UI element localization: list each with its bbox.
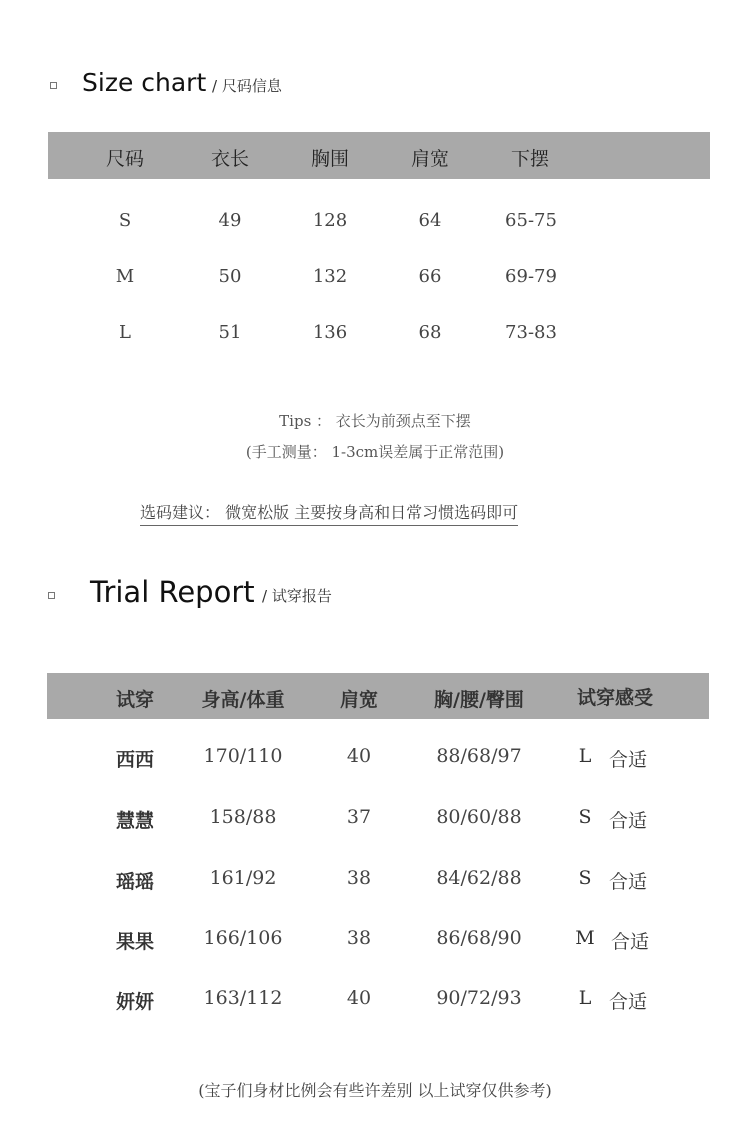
header-length: 衣长 — [210, 148, 250, 170]
table-row — [47, 867, 709, 897]
cell-tester-name: 妍妍 — [115, 991, 155, 1013]
table-row — [47, 745, 709, 775]
cell-size: L — [578, 987, 592, 1009]
cell-size: L — [119, 322, 131, 343]
trial-report-title: Trial Report — [90, 575, 255, 609]
cell-height-weight: 158/88 — [209, 806, 277, 828]
header-measurements: 胸/腰/臀围 — [434, 689, 524, 711]
cell-fit: 合适 — [608, 749, 648, 771]
size-chart-subtitle: / 尺码信息 — [212, 77, 282, 95]
table-row — [47, 927, 709, 957]
cell-measurements: 80/60/88 — [436, 806, 522, 828]
cell-shoulder: 64 — [418, 210, 442, 231]
size-chart-title: Size chart — [82, 68, 207, 97]
cell-bust: 136 — [312, 322, 348, 343]
cell-fit: 合适 — [608, 810, 648, 832]
cell-shoulder: 68 — [418, 322, 442, 343]
tips-line: Tips ： 衣长为前颈点至下摆 — [279, 412, 471, 430]
square-bullet-icon — [50, 82, 57, 89]
cell-fit: 合适 — [610, 931, 650, 953]
cell-shoulder: 40 — [346, 987, 372, 1009]
trial-report-body — [47, 745, 709, 1015]
header-shoulder: 肩宽 — [410, 148, 450, 170]
size-advice: 选码建议： 微宽松版 主要按身高和日常习惯选码即可 — [140, 500, 518, 526]
cell-length: 49 — [218, 210, 242, 231]
size-chart-header-bar — [48, 132, 710, 179]
trial-report-subtitle: / 试穿报告 — [262, 587, 332, 605]
header-bust: 胸围 — [310, 148, 350, 170]
header-hem: 下摆 — [510, 148, 550, 170]
cell-measurements: 84/62/88 — [436, 867, 522, 889]
trial-report-heading — [0, 575, 750, 615]
header-size: 尺码 — [105, 148, 145, 170]
table-row — [48, 266, 710, 296]
cell-shoulder: 37 — [346, 806, 372, 828]
tips-measure-note: (手工测量： 1-3cm误差属于正常范围) — [245, 443, 505, 461]
cell-measurements: 86/68/90 — [436, 927, 522, 949]
cell-height-weight: 166/106 — [203, 927, 283, 949]
cell-size: S — [118, 210, 132, 231]
cell-hem: 73-83 — [505, 322, 557, 343]
footer-disclaimer: (宝子们身材比例会有些许差别 以上试穿仅供参考) — [198, 1081, 552, 1100]
cell-fit: 合适 — [608, 991, 648, 1013]
cell-size: L — [578, 745, 592, 767]
table-row — [47, 987, 709, 1017]
cell-hem: 65-75 — [505, 210, 557, 231]
cell-shoulder: 38 — [346, 927, 372, 949]
header-tester: 试穿 — [115, 689, 155, 711]
header-height-weight: 身高/体重 — [201, 689, 285, 711]
header-fit-feedback: 试穿感受 — [576, 687, 654, 709]
square-bullet-icon — [48, 592, 55, 599]
size-chart-heading — [0, 66, 750, 106]
table-row — [47, 806, 709, 836]
cell-height-weight: 170/110 — [203, 745, 283, 767]
cell-tester-name: 西西 — [115, 749, 155, 771]
trial-report-header-bar — [47, 673, 709, 719]
table-row — [48, 322, 710, 352]
cell-measurements: 90/72/93 — [436, 987, 522, 1009]
cell-length: 50 — [218, 266, 242, 287]
size-chart-body — [48, 210, 710, 350]
cell-size: S — [578, 806, 592, 828]
cell-fit: 合适 — [608, 871, 648, 893]
cell-height-weight: 161/92 — [209, 867, 277, 889]
cell-tester-name: 慧慧 — [115, 810, 155, 832]
cell-size: M — [115, 266, 135, 287]
cell-size: S — [578, 867, 592, 889]
cell-shoulder: 38 — [346, 867, 372, 889]
cell-shoulder: 66 — [418, 266, 442, 287]
cell-measurements: 88/68/97 — [436, 745, 522, 767]
cell-size: M — [575, 927, 595, 949]
table-row — [48, 210, 710, 240]
cell-length: 51 — [218, 322, 242, 343]
cell-bust: 132 — [312, 266, 348, 287]
cell-bust: 128 — [312, 210, 348, 231]
header-shoulder: 肩宽 — [339, 689, 379, 711]
cell-tester-name: 瑶瑶 — [115, 871, 155, 893]
cell-shoulder: 40 — [346, 745, 372, 767]
cell-tester-name: 果果 — [115, 931, 155, 953]
cell-hem: 69-79 — [505, 266, 557, 287]
cell-height-weight: 163/112 — [203, 987, 283, 1009]
